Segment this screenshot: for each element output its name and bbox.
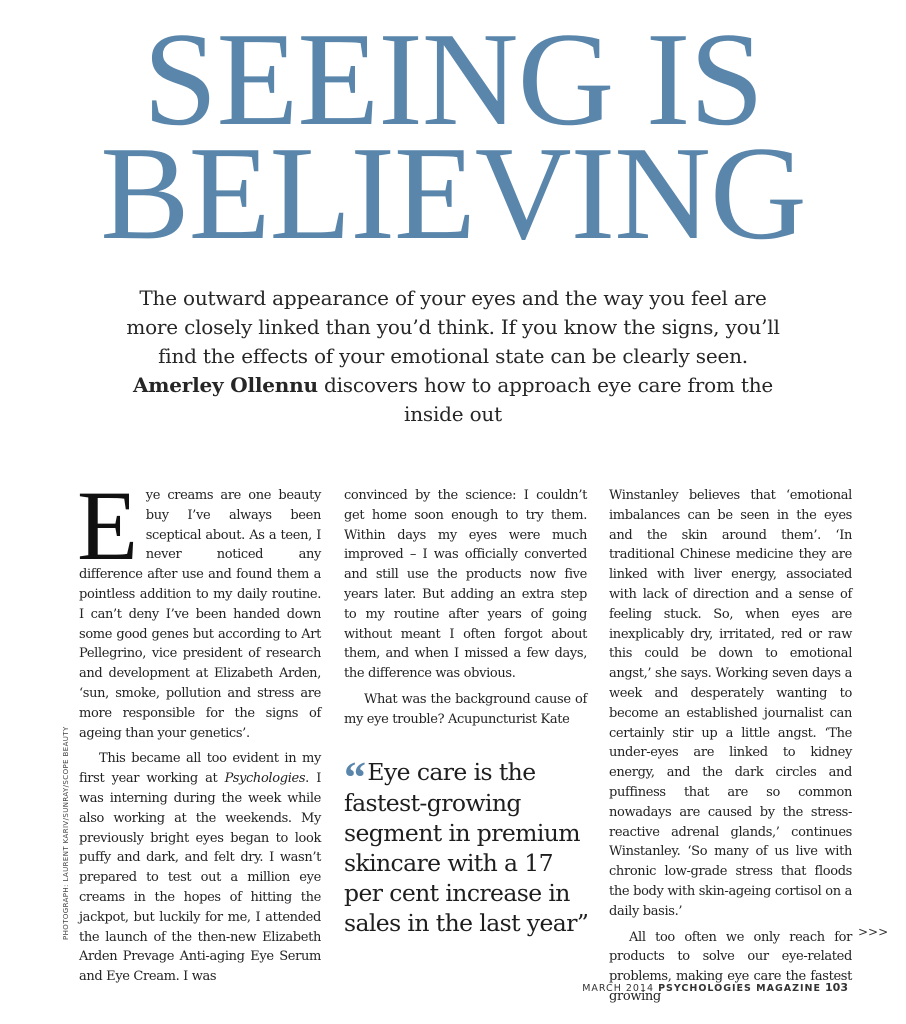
body-column-2 [344,486,587,736]
body-paragraph: What was the background cause of my eye trouble? Acupuncturist Kate [344,691,587,727]
body-column-1 [77,470,321,993]
standfirst [120,284,786,429]
standfirst-text: The outward appearance of your eyes and the way you feel are more closely linked than you’d think. If you know the signs, you’ll find the effects of your emotional state can be clearly seen. [126,286,780,368]
page-footer [582,981,848,994]
body-text: ye creams are one beauty buy I’ve always been sceptical about. As a teen, I never noticed any difference after use and found them a pointless addition to my daily routine. I can’t deny I’ve been handed down some good genes but according to Art Pellegrino, vice president of research and development at Elizabeth Arden, ‘sun, smoke, pollution and stress are more responsible for the signs of ageing than your genetics’. [79,488,321,741]
pull-quote [344,753,592,938]
pull-quote-text: Eye care is the fastest-growing segment in premium skincare with a 17 per cent increase in sales in the last year” [344,758,589,937]
body-paragraph [79,749,321,987]
body-text: . I was interning during the week while also working at the weekends. My previously bright eyes began to look puffy and dark, and felt dry. I wasn’t prepared to test out a million eye creams in the hopes of hitting the jackpot, but luckily for me, I attended the launch of the then-new Elizabeth Arden Prevage Anti-aging Eye Serum and Eye Cream. I was [79,771,321,985]
body-paragraph: All too often we only reach for products to solve our eye-related problems, making eye care the fastest growing [609,929,852,1004]
drop-cap: E [77,470,138,581]
body-text: This became all too evident in my first year working at [79,751,321,787]
author-byline: Amerley Ollennu [132,373,318,397]
photo-credit: PHOTOGRAPH: LAURENT KARIV/SUNRAY/SCOPE BEAUTY [62,726,70,940]
body-paragraph [77,470,321,743]
standfirst-tail: discovers how to approach eye care from the inside out [323,373,774,426]
magazine-name: PSYCHOLOGIES MAGAZINE [658,983,821,994]
headline [0,5,906,267]
body-column-3 [609,486,852,1013]
body-paragraph: Winstanley believes that ‘emotional imbalances can be seen in the eyes and the skin around them’. ‘In traditional Chinese medicine they are linked with liver energy, associated with lack of direction and a sense of feeling stuck. So, when eyes are inexplicably dry, irritated, red or raw this could be down to emotional angst,’ she says. Working seven days a week and desperately wanting to become an established journalist can certainly stir up a little angst. ‘The under-eyes are linked to kidney energy, and the dark circles and puffiness that are so common nowadays are caused by the stress-reactive adrenal glands,’ continues Winstanley. ‘So many of us live with chronic low-grade stress that floods the body with skin-ageing cortisol on a daily basis.’ [609,488,852,919]
quote-mark-icon: “ [344,753,366,802]
issue-date: MARCH 2014 [582,983,655,994]
continue-arrow-icon: >>> [858,925,889,939]
body-paragraph: convinced by the science: I couldn’t get home soon enough to try them. Within days my eyes were much improved – I was officially converted and still use the products now five years later. But adding an extra step to my routine after years of going without meant I often forgot about them, and when I missed a few days, the difference was obvious. [344,488,587,682]
magazine-name-italic: Psychologies [224,771,306,787]
page-number: 103 [825,981,848,994]
headline-line-1: SEEING IS [142,5,764,153]
headline-line-2: BELIEVING [100,119,806,267]
